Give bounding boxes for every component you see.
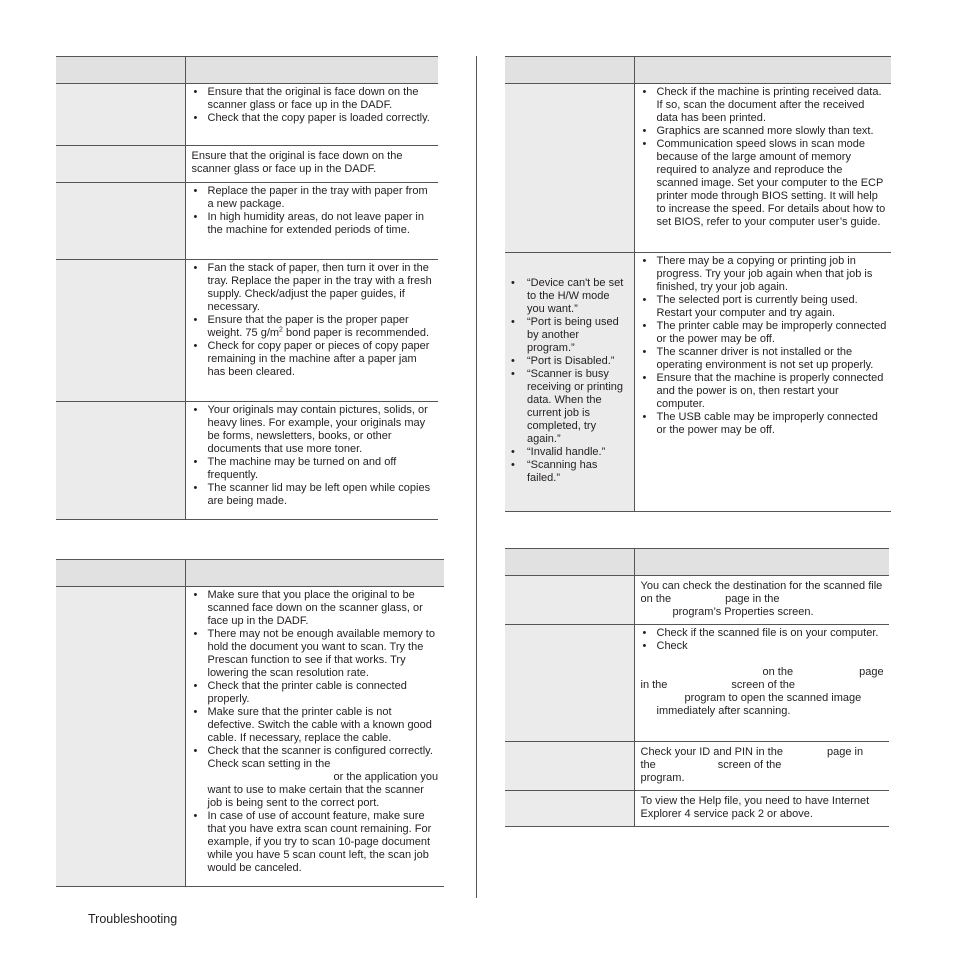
table-row xyxy=(505,742,889,791)
suggested-solutions-header xyxy=(634,549,889,576)
list-item: • Check for copy paper or pieces of copy paper remaining in the machine after a paper jam has been cleared. xyxy=(192,340,435,379)
list-item: • Ensure that the original is face down on the scanner glass or face up in the DADF. xyxy=(192,86,435,112)
list-item: • The scanner driver is not installed or the operating environment is not set up properly. xyxy=(641,346,888,372)
list-item: • The selected port is currently being used. Restart your computer and try again. xyxy=(641,294,888,320)
list-item: • The USB cable may be improperly connected or the power may be off. xyxy=(641,411,888,437)
list-item: • Make sure that the printer cable is not defective. Switch the cable with a known good cable. If necessary, replace the cable. xyxy=(192,706,441,745)
list-item: • In high humidity areas, do not leave paper in the machine for extended periods of time. xyxy=(192,211,435,237)
error-message: • “Scanning has failed.” xyxy=(509,459,628,485)
list-item: • The printer cable may be improperly connected or the power may be off. xyxy=(641,320,888,346)
table-row xyxy=(56,402,438,520)
error-message: • “Invalid handle.” xyxy=(509,446,628,459)
list-item: • Check if the machine is printing received data. If so, scan the document after the received data has been printed. xyxy=(641,86,888,125)
list-item: • Communication speed slows in scan mode because of the large amount of memory required to analyze and reproduce the scanned image. Set your computer to the ECP printer mode through BIOS setting. It will help to increase the speed. For details about how to set BIOS, refer to your computer user’s guide. xyxy=(641,138,888,229)
suggested-solutions-header xyxy=(185,57,438,84)
table-row xyxy=(56,84,438,146)
table-row xyxy=(56,183,438,260)
list-item: • Replace the paper in the tray with paper from a new package. xyxy=(192,185,435,211)
solution-text: Check your ID and PIN in the page in the screen of the program. xyxy=(640,746,864,784)
list-item: • Ensure that the paper is the proper paper weight. 75 $g/m^2$ bond paper is recommended. xyxy=(192,314,435,340)
table-row xyxy=(505,253,891,512)
scan-errors-table xyxy=(505,56,891,512)
list-item: • Check that the copy paper is loaded correctly. xyxy=(192,112,435,125)
column-divider xyxy=(476,56,477,898)
suggested-solutions-header xyxy=(185,560,444,587)
condition-header xyxy=(56,57,185,84)
table-row xyxy=(56,146,438,183)
list-item: • Graphics are scanned more slowly than text. xyxy=(641,125,888,138)
error-message: • “Port is Disabled.” xyxy=(509,355,628,368)
list-item: • Fan the stack of paper, then turn it over in the tray. Replace the paper in the tray with a fresh supply. Check/adjust the paper guides, if necessary. xyxy=(192,262,435,314)
condition-header xyxy=(505,57,634,84)
list-item: • Ensure that the machine is properly connected and the power is on, then restart your computer. xyxy=(641,372,888,411)
table-row xyxy=(56,260,438,402)
condition-header xyxy=(505,549,634,576)
error-message-list xyxy=(505,273,634,491)
table-row xyxy=(505,576,889,625)
table-row xyxy=(505,791,889,827)
scan-problems-table xyxy=(56,559,444,887)
list-item: • Check that the printer cable is connected properly. xyxy=(192,680,441,706)
list-item: • There may not be enough available memory to hold the document you want to scan. Try the Prescan function to see if that works. Try lowering the scan resolution rate. xyxy=(192,628,441,680)
scanned-file-table xyxy=(505,548,889,827)
list-item: • Make sure that you place the original to be scanned face down on the scanner glass, or face up in the DADF. xyxy=(192,589,441,628)
solution-text: You can check the destination for the scanned file on the page in the program’s Properties screen. xyxy=(640,580,883,618)
error-message: • “Scanner is busy receiving or printing data. When the current job is completed, try again.” xyxy=(509,368,628,446)
copy-problems-table xyxy=(56,56,438,520)
list-item: • Your originals may contain pictures, solids, or heavy lines. For example, your originals may be forms, newsletters, books, or other documents that use more toner. xyxy=(192,404,435,456)
list-item: • Check if the scanned file is on your computer. xyxy=(641,627,886,640)
table-row xyxy=(56,587,444,887)
solution-text: To view the Help file, you need to have Internet Explorer 4 service pack 2 or above. xyxy=(640,795,870,820)
list-item: • Check that the scanner is configured correctly. Check scan setting in the or the application you want to use to make certain that the scanner job is being sent to the correct port. xyxy=(192,745,441,810)
error-message: • “Device can't be set to the H/W mode you want.” xyxy=(509,277,628,316)
list-item: • In case of use of account feature, make sure that you have extra scan count remaining. For example, if you try to scan 10-page document while you have 5 scan count left, the scan job would be canceled. xyxy=(192,810,441,875)
list-item: • There may be a copying or printing job in progress. Try your job again when that job is finished, try your job again. xyxy=(641,255,888,294)
suggested-solutions-header xyxy=(634,57,891,84)
condition-header xyxy=(56,560,185,587)
list-item: • The machine may be turned on and off frequently. xyxy=(192,456,435,482)
table-row xyxy=(505,625,889,742)
footer-section-name: Troubleshooting xyxy=(88,912,178,926)
list-item: • The scanner lid may be left open while copies are being made. xyxy=(192,482,435,508)
list-item: • Check on the page in the screen of the program to open the scanned image immediately after scanning. xyxy=(641,640,886,718)
table-row xyxy=(505,84,891,253)
error-message: • “Port is being used by another program.” xyxy=(509,316,628,355)
solution-text: Ensure that the original is face down on the scanner glass or face up in the DADF. xyxy=(191,150,403,175)
